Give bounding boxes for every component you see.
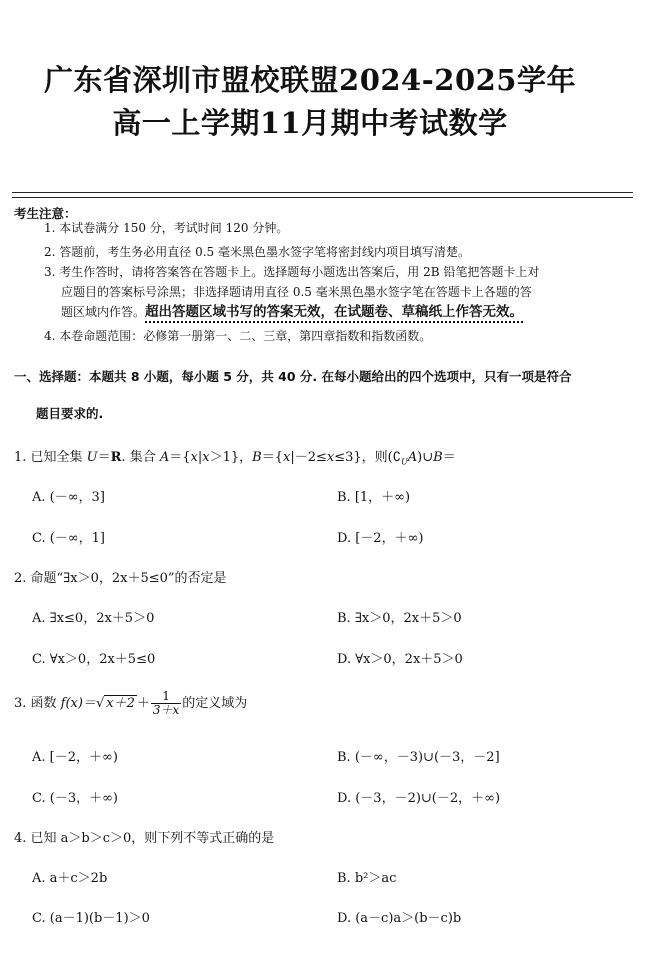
q3-numerator: 1	[151, 690, 181, 704]
q2-option-c: C. ∀x＞0，2x＋5≤0	[32, 652, 156, 667]
q1-part: ≤3}，则(∁	[334, 450, 402, 465]
q1-option-a: A. (－∞，3]	[32, 490, 105, 505]
q1-option-c: C. (－∞，1]	[32, 531, 105, 546]
notice-item-1: 1. 本试卷满分 150 分，考试时间 120 分钟。	[44, 221, 289, 235]
notice-item-3-line-3-text: 题区域内作答。	[61, 305, 146, 319]
q1-part: |－2≤	[290, 450, 327, 465]
q1-var-x: x	[283, 450, 291, 465]
notice-item-3	[44, 262, 636, 322]
q4-option-a: A. a＋c＞2b	[32, 871, 108, 886]
q1-real-set: R	[110, 450, 122, 465]
q3-option-a: A. [－2，＋∞)	[32, 750, 118, 765]
q4-option-c: C. (a－1)(b－1)＞0	[32, 911, 150, 926]
q4-option-b: B. b²＞ac	[337, 871, 397, 886]
q2-option-a: A. ∃x≤0，2x＋5＞0	[32, 611, 155, 626]
q1-var-u-sub: U	[401, 457, 408, 467]
q1-part: . 集合	[121, 450, 160, 465]
q3-radicand: x＋2	[106, 696, 135, 711]
q1-option-d: D. [－2，＋∞)	[337, 531, 424, 546]
q3-option-c: C. (－3，＋∞)	[32, 791, 118, 806]
q1-var-b: B	[252, 450, 262, 465]
q1-part: ＝	[97, 450, 111, 465]
q1-option-b: B. [1，＋∞)	[337, 490, 411, 505]
q3-option-b: B. (－∞，－3)∪(－3，－2]	[337, 750, 500, 765]
q1-part: ＞1}，	[209, 450, 253, 465]
q2-option-d: D. ∀x＞0，2x＋5＞0	[337, 652, 463, 667]
q3-plus: ＋	[136, 696, 150, 711]
q3-denominator: 3＋x	[152, 703, 180, 717]
notice-item-3-line-3	[44, 302, 636, 322]
section-heading: 一、选择题：本题共 8 小题，每小题 5 分，共 40 分. 在每小题给出的四个选项中，只有一项是符合	[14, 369, 572, 384]
q1-part: ＝{	[261, 450, 284, 465]
notice-item-3-line-1: 3. 考生作答时，请将答案答在答题卡上。选择题每小题选出答案后，用 2B 铅笔把答题卡上对	[44, 265, 540, 279]
q3-fraction	[151, 690, 181, 717]
q4-option-d: D. (a－c)a＞(b－c)b	[337, 911, 462, 926]
q1-var-u: U	[86, 450, 98, 465]
divider-line-top	[12, 192, 633, 193]
section-heading-cont: 题目要求的.	[36, 406, 104, 421]
q3-function: f(x)＝	[60, 696, 96, 711]
q3-prefix: 3. 函数	[14, 696, 61, 711]
question-3-stem	[14, 690, 247, 717]
q1-var-a: A	[407, 450, 418, 465]
exam-title-line-2: 高一上学期11月期中考试数学	[112, 106, 508, 140]
question-1-stem	[14, 446, 456, 467]
notice-heading: 考生注意：	[14, 206, 77, 221]
notice-item-3-line-2: 应题目的答案标号涂黑；非选择题请用直径 0.5 毫米黑色墨水签字笔在答题卡上各题的答	[61, 285, 532, 299]
notice-item-2: 2. 答题前，考生务必用直径 0.5 毫米黑色墨水签字笔将密封线内项目填写清楚。	[44, 245, 470, 259]
q3-sqrt-sign: √	[95, 696, 105, 711]
q1-var-x: x	[326, 450, 335, 465]
q1-var-b: B	[433, 450, 443, 465]
q1-part: ＝	[442, 450, 456, 465]
notice-emphasis: 超出答题区域书写的答案无效，在试题卷、草稿纸上作答无效。	[145, 304, 524, 320]
notice-item-4: 4. 本卷命题范围：必修第一册第一、二、三章，第四章指数和指数函数。	[44, 329, 432, 343]
question-2-stem: 2. 命题“∃x＞0，2x＋5≤0”的否定是	[14, 571, 227, 586]
divider-line-bottom	[12, 197, 633, 198]
q3-option-d: D. (－3，－2)∪(－2，＋∞)	[337, 791, 501, 806]
q1-var-x: x	[202, 450, 210, 465]
q1-part: ＝{	[169, 450, 191, 465]
q1-part: )∪	[417, 450, 434, 465]
q2-option-b: B. ∃x＞0，2x＋5＞0	[337, 611, 462, 626]
q1-part: 1. 已知全集	[14, 450, 87, 465]
exam-title-line-1: 广东省深圳市盟校联盟2024-2025学年	[44, 63, 576, 97]
q3-suffix: 的定义域为	[182, 696, 248, 711]
q1-part: |	[197, 450, 203, 465]
question-4-stem: 4. 已知 a＞b＞c＞0，则下列不等式正确的是	[14, 831, 275, 846]
q1-var-x: x	[190, 450, 198, 465]
q1-var-a: A	[159, 450, 170, 465]
